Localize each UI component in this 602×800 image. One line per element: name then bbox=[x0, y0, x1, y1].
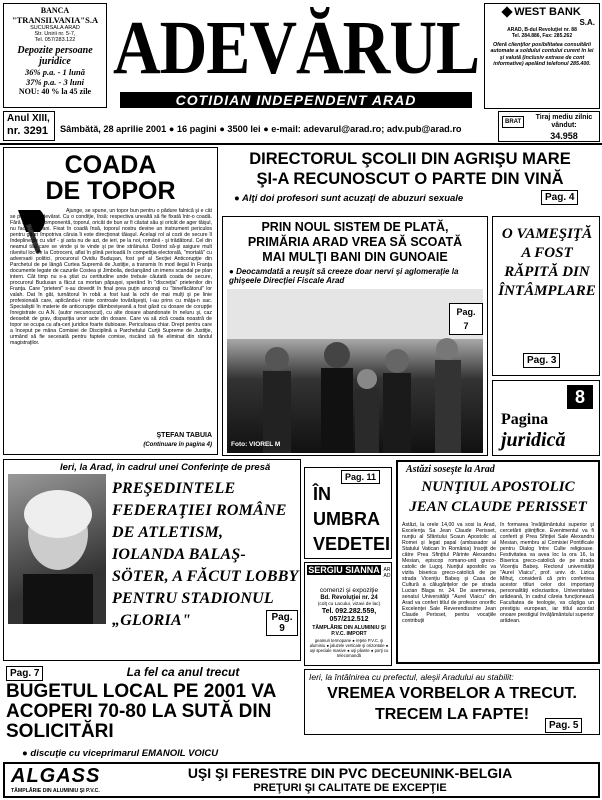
banca-rate-1: 36% p.a. - 1 lună bbox=[25, 67, 85, 77]
banca-nou: NOU: 40 % la 45 zile bbox=[18, 87, 92, 96]
sergiu-tel1: Tel. 092.282.559, bbox=[321, 608, 377, 615]
umbra-title: ÎN UMBRA VEDETEI bbox=[313, 484, 391, 554]
story-umbra bbox=[304, 467, 392, 559]
bullet-icon: ● bbox=[229, 267, 237, 276]
issue-year: Anul XIII, bbox=[7, 113, 50, 124]
plata-title-1: PRIN NOUL SISTEM DE PLATĂ, bbox=[261, 220, 449, 234]
plata-title-2: PRIMĂRIA ARAD VREA SĂ SCOATĂ bbox=[247, 235, 463, 249]
bullet-icon: ● bbox=[234, 193, 243, 204]
sergiu-features: geamuri termopane ● reţete P.V.C. şi aluminiu ● jaluzele verticale şi orizontale ● uşi speciale masive ● uşi pliante ● porţi cu telecomandă bbox=[309, 638, 389, 658]
masthead-title: ADEVĂRUL bbox=[112, 6, 480, 91]
director-sub-text: Alţi doi profesori sunt acuzaţi de abuzuri sexuale bbox=[242, 193, 464, 204]
vamesita-title: O VAMEŞIŢĂ A FOST RĂPITĂ DIN ÎNTÂMPLARE bbox=[498, 226, 596, 299]
story-coada-de-topor bbox=[3, 147, 218, 455]
banca-rate-2: 37% p.a. - 3 luni bbox=[25, 77, 85, 87]
west-bank-address: ARAD, B-dul Revoluţiei nr. 88 bbox=[507, 27, 577, 33]
plata-photo-credit: Foto: VIOREL M bbox=[231, 441, 281, 448]
buget-title: BUGETUL LOCAL PE 2001 VA ACOPERI 70-80 LA SUTĂ DIN SOLICITĂRI bbox=[6, 681, 276, 742]
story-nuntiu bbox=[396, 460, 600, 664]
story-atletism bbox=[3, 459, 301, 661]
sergiu-side: ARAD bbox=[383, 567, 391, 579]
director-sub bbox=[234, 193, 534, 204]
west-bank-name: WEST BANK bbox=[514, 6, 581, 18]
vremea-title-2: TRECEM LA FAPTE! bbox=[374, 706, 530, 723]
coada-title-2: DE TOPOR bbox=[45, 177, 176, 205]
sergiu-name: SERGIU SIANNA bbox=[308, 565, 380, 575]
algass-line-1: UŞI ŞI FERESTRE DIN PVC DECEUNINK-BELGIA bbox=[187, 765, 513, 781]
masthead-subtitle: COTIDIAN INDEPENDENT ARAD bbox=[120, 92, 472, 108]
iolanda-balas-photo bbox=[8, 474, 106, 624]
west-bank-sa: S.A. bbox=[579, 18, 595, 27]
ad-west-bank bbox=[484, 3, 600, 109]
banca-tel: Tel. 057/283.122 bbox=[34, 37, 76, 43]
atletism-kicker: Ieri, la Arad, în cadrul unei Conferinţe de presă bbox=[60, 462, 271, 473]
sergiu-product: TÂMPLĂRIE DIN ALUMINIU ŞI P.V.C. IMPORT bbox=[312, 625, 386, 637]
coada-body: Ajunge, se spune, un topor bun pentru o pădure falnică şi e cât se poate de adevărat. Cu o condiţie, însă: respectiva unealtă să fie fixată într-o coadă. Fără această componentă, toporul, oricât de bun ar fi căutat său şi oricât de ager tăişul, nu face doi bani. Fixat în coadă însă, toporul nostru devine un instrument periculos pentru găuri împotriva căruia îi este direcţionat tăiaşul. Acelaşi rol al cozii de secure îl îndeplineşte cu vârf - şi asta nu de azi, de ieri, pe la noi, românii - şi trădătorul. Cel din neamul tău care se vinde şi te vinde şi pe tine străinului. Dorind să-şi asigure mult râvnitul loc de la Cotroceni, aflat în plină perioadă în competiţia electorală, "mortală" cu adversarii politici, procurorul Ovidiu Buduşan, fost şef al Secţiei Anticorupţie din Parchetul de pe lângă Curtea Supremă de Justiţie, a transmis în mod ilegal în Franţa documente legate de cazurile Costea şi Jimbolia, declanşând un imens scandal pe plan intern. Cât timp nu s-a ştiut cu certitudine unde trebuie căutată coada de secure, procurorul Budusan a făcut ca mortan păpuşoi, sperând în "discreţia" prietenilor din Franţa. Care "prieteni" s-au dovedit în final prea puţin ancoraţi cu "binefăcătorul" lor valah. Dat în gât, turnătorul în robă a fost luat la ochi de mai mulţi şi pe linie profesională care, aplicându-i niste controale tovărăşeşti, l-au prins cu mâţa-n sac. Specialiştii în materie de anticorupţie dămbovişeană a fost găsit cu dosare de corupţie înregistrate cu A.N. (autor necunoscut), cu alte dosare abandonate în neluru şi, caz deosebit de grav, dispariţia unor acte din dosare. Care va să zică coada noastră de topor se ocupa cu afa-ceri juridice foarte dubioase. Periculoasa chiar. Drept pentru care a început pe mâna Comisiei de Disciplină a Parchetului Curţii Supreme de Justiţie, urmând să fie secesată pentru faptele comise, riscând să fie eliminat din rândul magistraţilor. bbox=[10, 208, 212, 346]
west-bank-logo-icon bbox=[502, 6, 513, 17]
nuntiu-kicker: Astăzi soseşte la Arad bbox=[406, 464, 495, 475]
tiraj-label: Tiraj mediu zilnic vândut: bbox=[535, 114, 593, 129]
coada-title-1: COADA bbox=[64, 151, 157, 179]
banca-name: "TRANSILVANIA"S.A bbox=[11, 15, 99, 25]
masthead-rule bbox=[0, 143, 602, 145]
umbra-page-link[interactable]: Pag. 11 bbox=[341, 470, 380, 484]
director-title-2: ŞI-A RECUNOSCUT O PARTE DIN VINĂ bbox=[256, 170, 564, 188]
pagina-juridica bbox=[492, 380, 600, 456]
buget-sub bbox=[22, 748, 306, 759]
nuntiu-title-2: JEAN CLAUDE PERISSET bbox=[409, 499, 587, 515]
bullet-icon: ● bbox=[22, 748, 31, 759]
issue-number: nr. 3291 bbox=[7, 125, 48, 137]
vremea-kicker: Ieri, la întâlnirea cu prefectul, aleşii Aradului au stabilit: bbox=[309, 672, 514, 682]
plata-sub-text: Deocamdată a reuşit să creeze doar nervi şi aglomeraţie la ghişeele Direcţiei Fiscale Arad bbox=[229, 267, 459, 285]
banca-label: BANCA bbox=[40, 6, 70, 15]
story-vamesita bbox=[492, 216, 600, 376]
algass-logo: ALGASS bbox=[11, 765, 101, 787]
juridica-label: juridică bbox=[501, 429, 566, 451]
plata-sub bbox=[229, 267, 483, 285]
banca-branch: SUCURSALA ARAD bbox=[30, 25, 80, 31]
sergiu-line1: comenzi şi expoziţie bbox=[319, 587, 379, 594]
ad-banca-transilvania bbox=[3, 3, 107, 108]
plata-title-3: MAI MULŢI BANI DIN GUNOAIE bbox=[262, 250, 448, 264]
tiraj-value: 34.958 bbox=[550, 131, 578, 141]
vremea-page-link[interactable]: Pag. 5 bbox=[545, 718, 582, 733]
west-bank-tel: Tel. 284.886, Fax: 285.262 bbox=[511, 33, 573, 39]
ad-algass bbox=[3, 762, 600, 798]
director-page-link[interactable]: Pag. 4 bbox=[541, 190, 578, 205]
plata-photo bbox=[227, 289, 483, 453]
sergiu-addr2: (colţ cu Lacului, vizavi de lac) bbox=[317, 602, 381, 607]
algass-line-2: PREŢURI ŞI CALITATE DE EXCEPŢIE bbox=[253, 782, 447, 794]
west-bank-offer: Oferă clienţilor posibilitatea consultării automate a soldului contului curent în lei şi valută (inclusiv extrase de cont informative) apelând telefonul 285.400. bbox=[490, 42, 594, 68]
ad-sergiu-sianna bbox=[304, 562, 392, 666]
dateline: Sâmbătă, 28 aprilie 2001 ● 16 pagini ● 3500 lei ● e-mail: adevarul@arad.ro; adv.pub@arad.ro bbox=[60, 124, 462, 134]
story-plata bbox=[222, 216, 488, 456]
atletism-title: PREŞEDINTELE FEDERAŢIEI ROMÂNE DE ATLETISM, IOLANDA BALAŞ-SÖTER, A FĂCUT LOBBY PENTRU STADIONUL „GLORIA" bbox=[112, 480, 298, 629]
story-vremea bbox=[304, 669, 600, 735]
juridica-number: 8 bbox=[567, 385, 593, 409]
banca-address: Str. Unirii nr. 5-7, bbox=[34, 31, 76, 37]
coada-continued: (Continuare în pagina 4) bbox=[143, 442, 212, 448]
sergiu-addr: Bd. Revoluţiei nr. 24 bbox=[320, 595, 378, 601]
director-title-1: DIRECTORUL ŞCOLII DIN AGRIŞU MARE bbox=[249, 150, 571, 168]
buget-kicker: La fel ca anul trecut bbox=[126, 665, 240, 679]
buget-page-link[interactable]: Pag. 7 bbox=[6, 666, 43, 681]
issue-box bbox=[3, 111, 55, 141]
plata-page-link[interactable]: Pag. 7 bbox=[449, 303, 483, 335]
vamesita-page-link[interactable]: Pag. 3 bbox=[523, 353, 560, 368]
portrait-illustration bbox=[8, 474, 106, 624]
coada-author: ŞTEFAN TABUIA bbox=[156, 432, 212, 439]
vremea-title-1: VREMEA VORBELOR A TRECUT. bbox=[327, 685, 577, 702]
brat-logo: BRAT bbox=[502, 116, 524, 128]
tiraj-box bbox=[498, 111, 600, 142]
juridica-pagina: Pagina bbox=[501, 411, 549, 428]
atletism-page-link[interactable]: Pag. 9 bbox=[266, 610, 298, 636]
banca-depozite: Depozite persoane juridice bbox=[17, 45, 93, 67]
buget-sub-text: discuţie cu viceprimarul EMANOIL VOICU bbox=[30, 748, 219, 759]
nuntiu-col-2: în formarea învăţământului superior şi cercetării ştiinţifice. Evenimentul va fi conferit şi Prea Sfinţiei Sale Alexandru Mesian, membru al Comisiei Pontificale pentru Dialog între Culte religioase. Festivitatea va avea loc la ora 16, la Biserica greco-catolică de pe strada Vicenţiu Babeş. Rectorul universităţii "Aurel Vlaicu", prof. univ. dr. Lizica Mihuţ, consideră că prin conferirea acestor titluri celor doi importanţi personalităţi ecleziastice, Universitatea arădeană, în cadrul căreia funcţionează Facultatea de teologie, va câştiga un prestigiu european, iar titlul acordat onoare prestigiul învăţământului superior arădean. bbox=[500, 522, 594, 624]
crowd-illustration bbox=[227, 289, 483, 453]
nuntiu-col-1: Astăzi, la orele 14,00 va sosi la Arad, Excelenţa Sa Jean Claude Perisset, nunţiu al Sfântului Scaun Apostolic al Romei şi legat papal (ambasador al Statului Vatican în România) însoţit de către Prea Sfinţitul Părinte Alexandru Mesian, episcop romano-unit greco-catolic de Lugoj. Nunţiul apostolic va vizita biserica greco-catolică de pe strada Vicenţiu Babeş şi Casa de Cultură a călugăriţelor de pe strada Lucian Blaga nr. 24. De asemenea, senatul Universităţii "Aurel Vlaicu" din Arad va conferi titlul de profesor onorific Excelenţei Sale Reverendissime Jean Claude Perisset, pentru vocaţiile contribuţii bbox=[402, 522, 496, 624]
sergiu-tel2: 057/212.512 bbox=[329, 616, 369, 623]
algass-logo-sub: TÂMPLĂRIE DIN ALUMINIU ŞI P.V.C. bbox=[11, 788, 100, 794]
nuntiu-title-1: NUNŢIUL APOSTOLIC bbox=[421, 479, 575, 495]
